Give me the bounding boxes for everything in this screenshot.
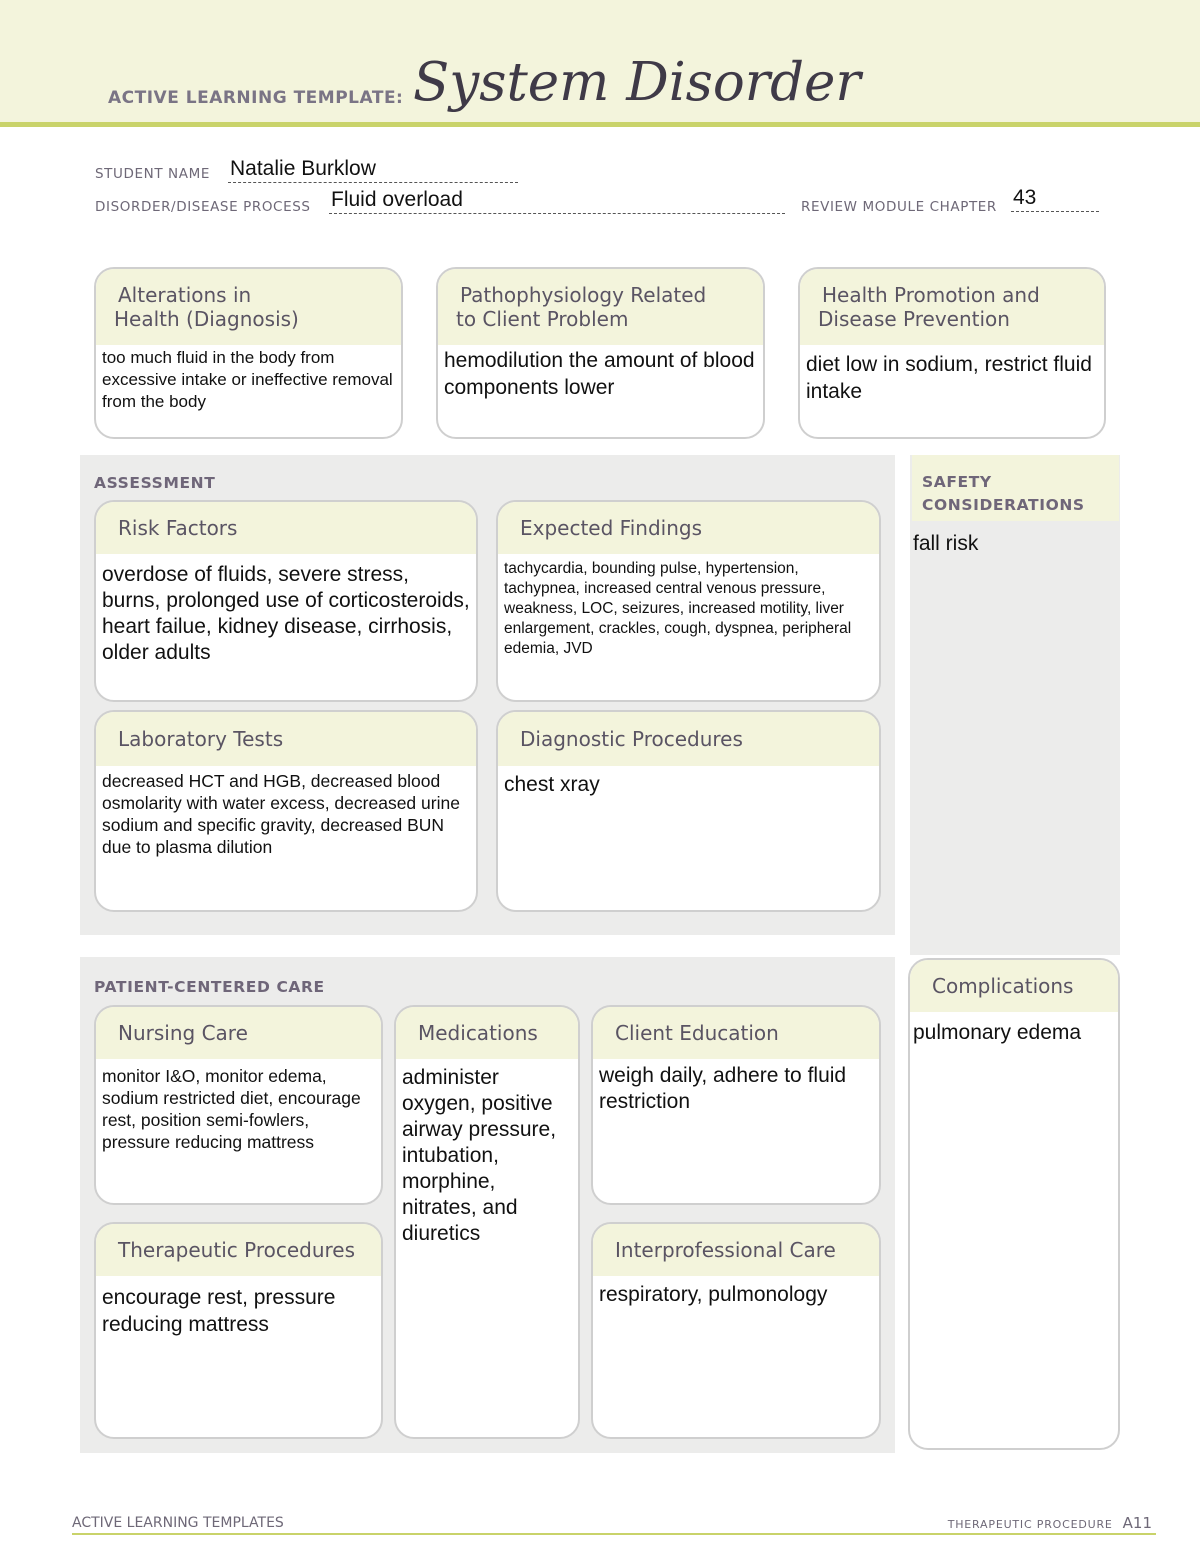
medications-box: [394, 1005, 580, 1439]
header-rule: [0, 122, 1200, 127]
medications-title: Medications: [396, 1007, 578, 1059]
template-title: System Disorder: [413, 52, 861, 113]
health-promotion-box: [798, 267, 1106, 439]
risk-factors-title: Risk Factors: [96, 502, 476, 554]
complications-title: Complications: [910, 960, 1118, 1012]
therapeutic-procedures-box: [94, 1222, 383, 1439]
safety-heading-line2: CONSIDERATIONS: [922, 496, 1085, 514]
template-label: ACTIVE LEARNING TEMPLATE:: [108, 88, 404, 108]
health-promotion-body[interactable]: diet low in sodium, restrict fluid intake: [806, 353, 1092, 403]
nursing-care-title: Nursing Care: [96, 1007, 381, 1059]
safety-panel: [910, 455, 1120, 955]
laboratory-tests-title: Laboratory Tests: [96, 712, 476, 766]
risk-factors-box: [94, 500, 478, 702]
therapeutic-procedures-title: Therapeutic Procedures: [96, 1224, 381, 1276]
health-promotion-title-line1: Health Promotion and: [822, 283, 1040, 307]
client-education-title: Client Education: [593, 1007, 879, 1059]
alterations-title-line1: Alterations in: [118, 283, 252, 307]
pathophysiology-title-line1: Pathophysiology Related: [460, 283, 707, 307]
safety-body[interactable]: fall risk: [913, 532, 979, 555]
chapter-field[interactable]: 43: [1011, 185, 1099, 212]
alterations-header: [96, 269, 401, 345]
expected-findings-box: [496, 500, 881, 702]
disorder-field[interactable]: Fluid overload: [329, 187, 785, 214]
pathophysiology-title-line2: to Client Problem: [456, 307, 629, 331]
footer-rule: [72, 1533, 1156, 1535]
expected-findings-title: Expected Findings: [498, 502, 879, 554]
health-promotion-header: [800, 269, 1104, 345]
alterations-title-line2: Health (Diagnosis): [114, 307, 299, 331]
expected-findings-body[interactable]: tachycardia, bounding pulse, hypertension, tachypnea, increased central venous pressure, weakness, LOC, seizures, increased motility, liver enlargement, crackles, cough, dyspnea, peripheral edemia, JVD: [504, 560, 852, 657]
pathophysiology-body[interactable]: hemodilution the amount of blood components lower: [444, 349, 755, 399]
footer-right-label: THERAPEUTIC PROCEDURE: [947, 1518, 1113, 1531]
complications-body[interactable]: pulmonary edema: [913, 1021, 1082, 1044]
health-promotion-title-line2: Disease Prevention: [818, 307, 1010, 331]
chapter-label: REVIEW MODULE CHAPTER: [801, 199, 997, 215]
assessment-heading: ASSESSMENT: [94, 474, 216, 492]
interprofessional-care-title: Interprofessional Care: [593, 1224, 879, 1276]
student-name-field[interactable]: Natalie Burklow: [228, 156, 518, 183]
safety-heading-line1: SAFETY: [922, 473, 992, 491]
footer-left-label: ACTIVE LEARNING TEMPLATES: [72, 1515, 284, 1531]
disorder-label: DISORDER/DISEASE PROCESS: [95, 199, 311, 215]
nursing-care-body[interactable]: monitor I&O, monitor edema, sodium restricted diet, encourage rest, position semi-fowlers, pressure reducing mattress: [102, 1066, 361, 1152]
pathophysiology-box: [436, 267, 765, 439]
diagnostic-procedures-body[interactable]: chest xray: [504, 773, 600, 796]
laboratory-tests-box: [94, 710, 478, 912]
diagnostic-procedures-box: [496, 710, 881, 912]
pathophysiology-header: [438, 269, 763, 345]
safety-heading: [912, 455, 1119, 521]
student-name-label: STUDENT NAME: [95, 166, 210, 182]
patient-care-heading: PATIENT-CENTERED CARE: [94, 978, 325, 996]
complications-box: [908, 958, 1120, 1450]
footer-page-code: A11: [1122, 1514, 1152, 1532]
footer-right: [948, 1514, 1152, 1532]
laboratory-tests-body[interactable]: decreased HCT and HGB, decreased blood osmolarity with water excess, decreased urine sodium and specific gravity, decreased BUN due to plasma dilution: [102, 771, 460, 857]
client-education-body[interactable]: weigh daily, adhere to fluid restriction: [599, 1064, 847, 1113]
risk-factors-body[interactable]: overdose of fluids, severe stress, burns, prolonged use of corticosteroids, heart failue, kidney disease, cirrhosis, older adults: [102, 563, 470, 664]
therapeutic-procedures-body[interactable]: encourage rest, pressure reducing mattress: [102, 1286, 336, 1336]
interprofessional-care-body[interactable]: respiratory, pulmonology: [599, 1283, 828, 1306]
client-education-box: [591, 1005, 881, 1205]
diagnostic-procedures-title: Diagnostic Procedures: [498, 712, 879, 766]
medications-body[interactable]: administer oxygen, positive airway pressure, intubation, morphine, nitrates, and diuretics: [402, 1066, 557, 1245]
alterations-box: [94, 267, 403, 439]
interprofessional-care-box: [591, 1222, 881, 1439]
nursing-care-box: [94, 1005, 383, 1205]
alterations-body[interactable]: too much fluid in the body from excessive intake or ineffective removal from the body: [102, 348, 393, 411]
